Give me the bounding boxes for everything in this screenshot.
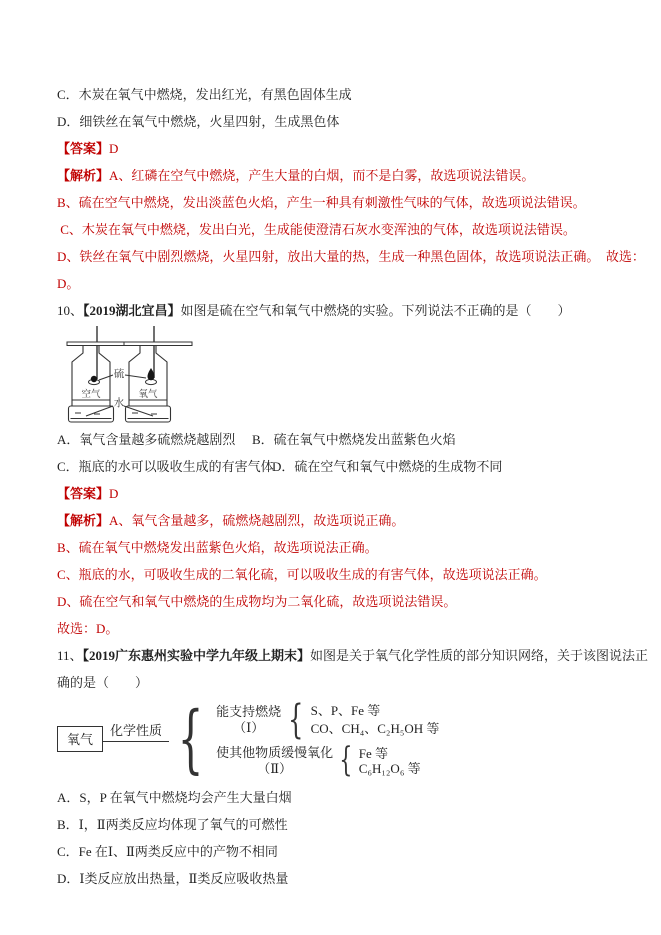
- q09-analysis-b: B、硫在空气中燃烧，发出淡蓝色火焰，产生一种具有刺激性气味的气体，故选项说法错误。: [57, 195, 586, 210]
- q10-analysis-a-text: A、氧气含量越多，硫燃烧越剧烈，故选项说正确。: [109, 513, 405, 528]
- q10-title: [57, 297, 651, 324]
- q09-analysis-d: D、铁丝在氧气中剧烈燃烧，火星四射，放出大量的热，生成一种黑色固体，故选项说法正确。 故选：D。: [57, 249, 645, 291]
- q10-analysis-b: B、硫在氧气中燃烧发出蓝紫色火焰，故选项说法正确。: [57, 540, 378, 555]
- network-branch-2: [216, 740, 439, 781]
- q09-answer-label: 【答案】: [57, 141, 110, 156]
- q09-option-d: D．细铁丝在氧气中燃烧，火星四射，生成黑色体: [57, 114, 340, 129]
- network-subject-box: 氧气: [57, 726, 103, 752]
- branch2-label: 使其他物质缓慢氧化: [216, 744, 334, 760]
- q11-option-b: B．Ⅰ，Ⅱ两类反应均体现了氧气的可燃性: [57, 817, 288, 832]
- branch2-numeral: （Ⅱ）: [257, 760, 293, 776]
- q10-answer-label: 【答案】: [57, 486, 110, 501]
- q10-answer-line: [57, 480, 651, 507]
- q10-conclusion: 故选：D。: [57, 621, 119, 636]
- q11-option-a: A．S，P 在氧气中燃烧均会产生大量白烟: [57, 790, 292, 805]
- q10-analysis-label: 【解析】: [57, 513, 110, 528]
- branch1-item-2: CO、CH₄、C₂H₅OH 等: [310, 720, 440, 736]
- q09-answer-line: [57, 135, 651, 162]
- q09-analysis-c: C、木炭在氧气中燃烧，发出白光，生成能使澄清石灰水变浑浊的气体，故选项说法错误。: [57, 222, 576, 237]
- combustion-experiment-diagram: [61, 326, 261, 426]
- sulfur-label: 硫: [113, 369, 125, 380]
- q10-answer-value: D: [109, 486, 119, 501]
- q09-analysis-a: [57, 162, 651, 189]
- q10-analysis-c: C、瓶底的水，可吸收生成的二氧化硫，可以吸收生成的有害气体，故选项说法正确。: [57, 567, 547, 582]
- air-label: 空气: [81, 390, 101, 400]
- q09-answer-value: D: [109, 141, 119, 156]
- q11-option-d: D．Ⅰ类反应放出热量，Ⅱ类反应吸收热量: [57, 871, 289, 886]
- q10-analysis-a: [57, 507, 651, 534]
- network-main-brace: {: [177, 695, 204, 782]
- q10-option-a: A．氧气含量越多硫燃烧越剧烈: [57, 432, 236, 447]
- network-branch-1: [216, 696, 440, 743]
- q10-option-b: B．硫在氧气中燃烧发出蓝紫色火焰: [252, 432, 456, 447]
- branch1-label: 能支持燃烧: [216, 703, 282, 719]
- q11-title: [57, 642, 651, 696]
- q10-options-row-2: [57, 453, 651, 480]
- q10-options-row-1: [57, 426, 651, 453]
- branch2-item-1: Fe 等: [358, 745, 389, 761]
- network-property-label: 化学性质: [103, 720, 169, 742]
- q10-analysis-d: D、硫在空气和氧气中燃烧的生成物均为二氧化硫，故选项说法错误。: [57, 594, 457, 609]
- q09-option-c: C．木炭在氧气中燃烧，发出红光，有黑色固体生成: [57, 87, 352, 102]
- branch1-brace: {: [288, 696, 304, 743]
- q10-option-c: C．瓶底的水可以吸收生成的有害气体: [57, 459, 274, 474]
- branch1-item-1: S、P、Fe 等: [310, 702, 381, 718]
- q10-source: 【2019湖北宜昌】: [83, 303, 181, 318]
- q09-analysis-label: 【解析】: [57, 168, 110, 183]
- q09-analysis-a-text: A、红磷在空气中燃烧，产生大量的白烟，而不是白雾，故选项说法错误。: [109, 168, 535, 183]
- oxygen-label: 氧气: [138, 390, 158, 400]
- q11-source: 【2019广东惠州实验中学九年级上期末】: [82, 648, 311, 663]
- right-cover-plate: [124, 342, 192, 346]
- branch2-brace: {: [339, 740, 353, 781]
- q11-number: 11、: [57, 648, 83, 663]
- q10-option-d: D．硫在空气和氧气中燃烧的生成物不同: [272, 459, 503, 474]
- oxygen-knowledge-network-diagram: [57, 696, 651, 782]
- left-flame: [91, 376, 97, 382]
- branch2-item-2: C₆H₁₂O₆ 等: [358, 760, 421, 776]
- q10-stem: 如图是硫在空气和氧气中燃烧的实验。下列说法不正确的是（ ）: [180, 303, 571, 318]
- water-label: 水: [113, 398, 125, 409]
- left-cover-plate: [67, 342, 131, 346]
- q11-option-c: C．Fe 在Ⅰ、Ⅱ两类反应中的产物不相同: [57, 844, 278, 859]
- q11-stem: 如图是关于氧气化学性质的部分知识网络，关于该图说法正确的是（ ）: [57, 648, 649, 690]
- branch1-numeral: （Ⅰ）: [233, 719, 265, 735]
- q10-number: 10、: [57, 303, 84, 318]
